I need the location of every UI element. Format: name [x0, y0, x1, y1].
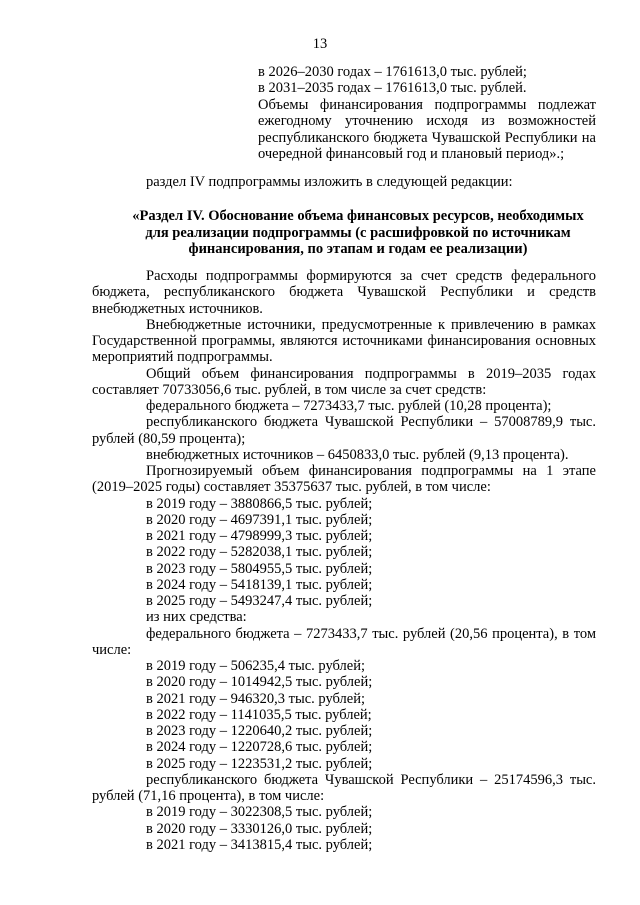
list-item: в 2024 году – 5418139,1 тыс. рублей;: [146, 576, 373, 593]
funding-adjustment-text: Объемы финансирования подпрограммы подлежат ежегодному уточнению исходя из возможностей республиканского бюджета Чувашской Республики на очередной финансовый год и плановый период».: [258, 96, 596, 163]
list-item: в 2022 году – 1141035,5 тыс. рублей;: [146, 706, 372, 723]
paragraph-expenses: Расходы подпрограммы формируются за счет средств федерального бюджета, республиканского бюджета Чувашской Республики и средств внебюджетных источников.: [92, 268, 596, 317]
list-item: в 2021 году – 946320,3 тыс. рублей;: [146, 690, 366, 707]
list-item: в 2023 году – 1220640,2 тыс. рублей;: [146, 723, 373, 739]
list-item: в 2020 году – 1014942,5 тыс. рублей;: [146, 674, 373, 691]
list-item: в 2022 году – 5282038,1 тыс. рублей;: [146, 544, 373, 561]
list-item: в 2020 году – 3330126,0 тыс. рублей;: [146, 820, 373, 837]
stage-years-list: [92, 496, 596, 626]
list-item: в 2019 году – 3880866,5 тыс. рублей;: [146, 495, 373, 512]
list-item: в 2025 году – 1223531,2 тыс. рублей;: [146, 755, 373, 772]
list-item: в 2024 году – 1220728,6 тыс. рублей;: [146, 739, 373, 756]
paragraph-republican-stage: республиканского бюджета Чувашской Республики – 25174596,3 тыс. рублей (71,16 процента), в том числе:: [92, 771, 596, 804]
of-which-label: из них средства:: [146, 609, 247, 626]
list-item: в 2019 году – 3022308,5 тыс. рублей;: [146, 804, 373, 821]
paragraph-total-volume: Общий объем финансирования подпрограммы в 2019–2035 годах составляет 70733056,6 тыс. рублей, в том числе за счет средств:: [92, 365, 596, 398]
paragraph-stage-1: Прогнозируемый объем финансирования подпрограммы на 1 этапе (2019–2025 годы) составляет 35375637 тыс. рублей, в том числе:: [92, 463, 596, 496]
paragraph-federal-stage: федерального бюджета – 7273433,7 тыс. рублей (20,56 процента), в том числе:: [92, 625, 596, 658]
page-number: 13: [312, 36, 328, 52]
list-item: в 2025 году – 5493247,4 тыс. рублей;: [146, 593, 373, 609]
list-item: в 2020 году – 4697391,1 тыс. рублей;: [146, 511, 373, 528]
republican-years-list: [92, 804, 596, 853]
paragraph-extrabudgetary: Внебюджетные источники, предусмотренные к привлечению в рамках Государственной программы, являются источниками финансирования основных мероприятий подпрограммы.: [92, 316, 596, 366]
funding-adjustment-end: ;: [560, 146, 565, 163]
body-text: [92, 268, 596, 853]
paragraph-extrabudgetary-total: внебюджетных источников – 6450833,0 тыс. рублей (9,13 процента).: [146, 446, 569, 463]
list-item: в 2023 году – 5804955,5 тыс. рублей;: [146, 560, 373, 577]
list-item: в 2019 году – 506235,4 тыс. рублей;: [146, 658, 366, 674]
paragraph-republican-total: республиканского бюджета Чувашской Республики – 57008789,9 тыс. рублей (80,59 процента);: [92, 414, 596, 447]
amendment-instruction: раздел IV подпрограммы изложить в следующей редакции:: [146, 174, 513, 190]
list-item: в 2021 году – 3413815,4 тыс. рублей;: [146, 836, 373, 853]
top-block: [258, 64, 596, 162]
funding-adjustment-paragraph: [258, 97, 596, 163]
paragraph-federal-total: федерального бюджета – 7273433,7 тыс. рублей (10,28 процента);: [146, 398, 552, 414]
list-item: в 2021 году – 4798999,3 тыс. рублей;: [146, 528, 373, 544]
section-title: «Раздел IV. Обоснование объема финансовых ресурсов, необходимых для реализации подпрограммы (с расшифровкой по источникам финансирования, по этапам и годам ее реализации): [132, 208, 584, 257]
federal-years-list: [92, 658, 596, 772]
funding-line-2026-2030: в 2026–2030 годах – 1761613,0 тыс. рублей;: [258, 64, 527, 80]
funding-line-2031-2035: в 2031–2035 годах – 1761613,0 тыс. рублей.: [258, 80, 527, 97]
